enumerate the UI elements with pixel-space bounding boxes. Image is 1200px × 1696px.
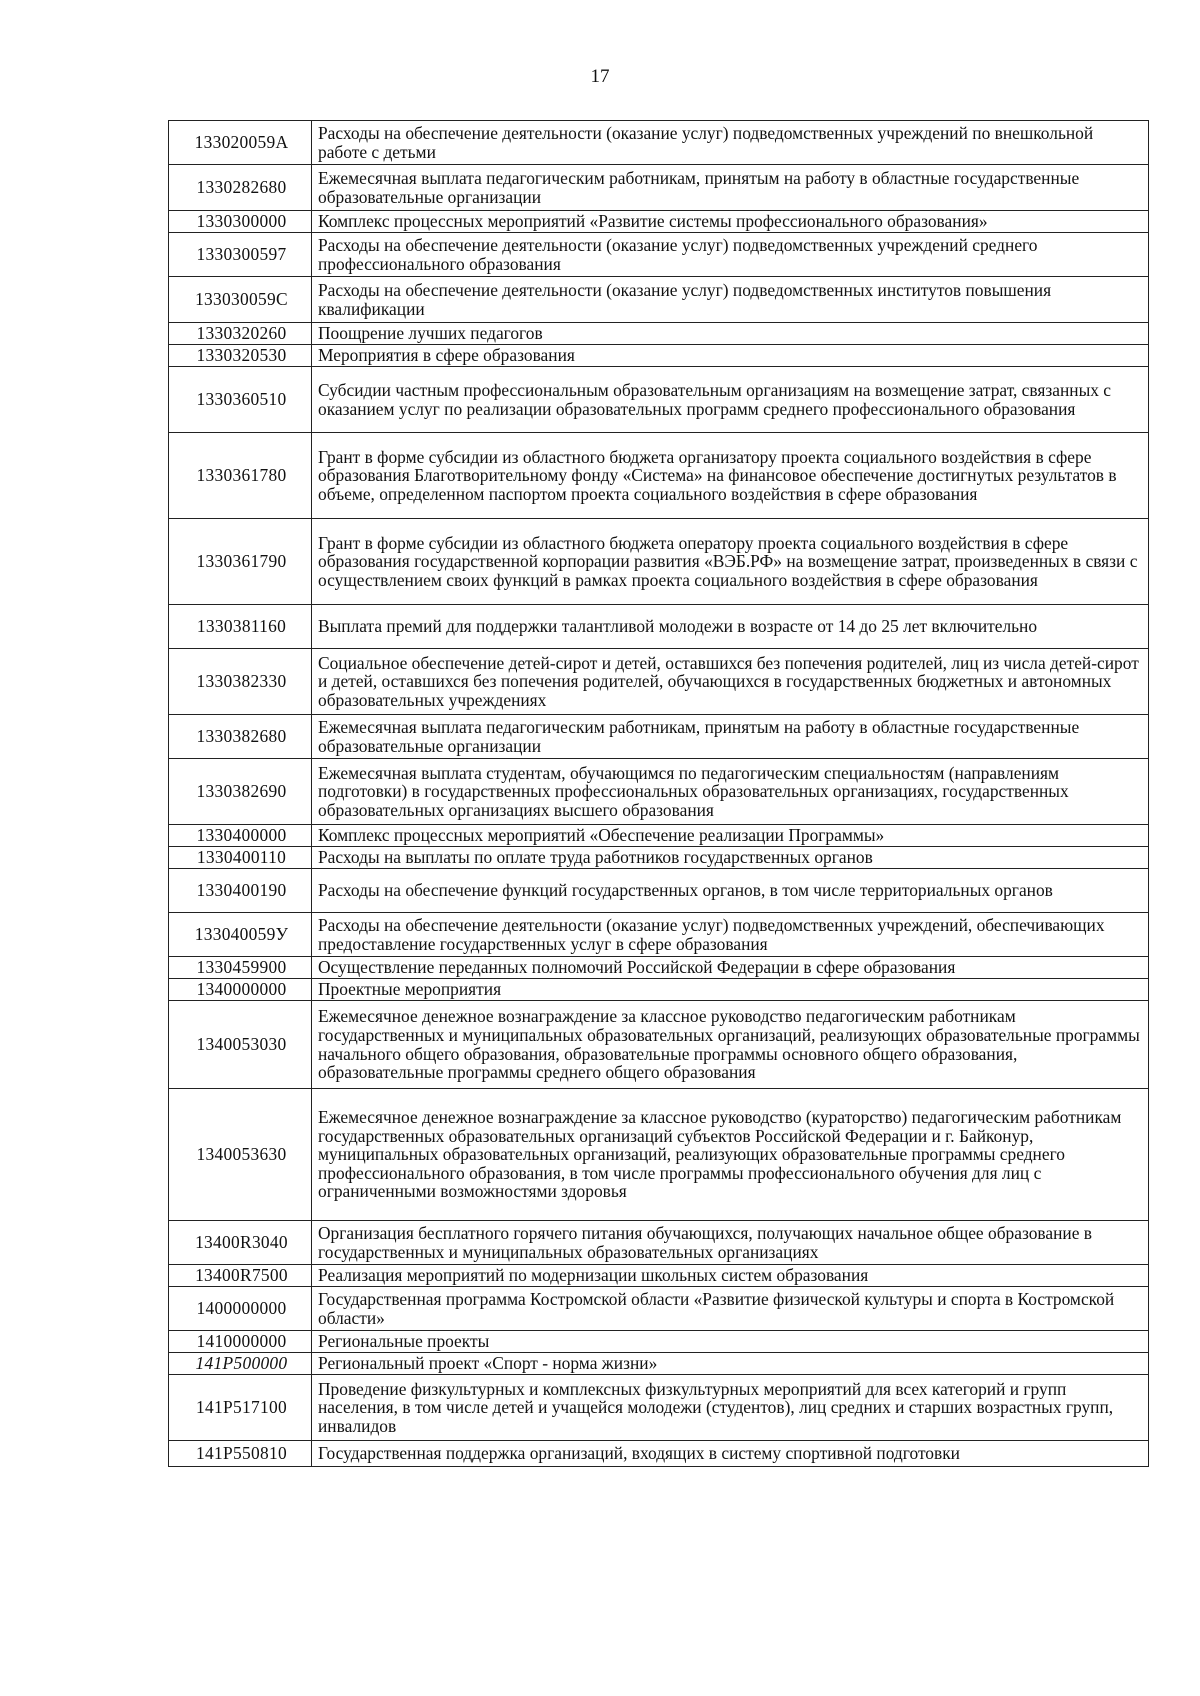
- table-row: [169, 1089, 1149, 1221]
- budget-code-cell: 1330400000: [169, 825, 312, 847]
- expense-description-cell: Государственная программа Костромской области «Развитие физической культуры и спорта в Костромской области»: [312, 1287, 1149, 1331]
- budget-code-cell: 1330320260: [169, 323, 312, 345]
- budget-code-cell: 1330300000: [169, 211, 312, 233]
- budget-code-cell: 141P500000: [169, 1353, 312, 1375]
- expense-description-cell: Поощрение лучших педагогов: [312, 323, 1149, 345]
- table-row: [169, 715, 1149, 759]
- expense-description-cell: Реализация мероприятий по модернизации школьных систем образования: [312, 1265, 1149, 1287]
- budget-code-cell: 1340053030: [169, 1001, 312, 1089]
- table-row: [169, 869, 1149, 913]
- table-row: [169, 121, 1149, 165]
- expense-description-cell: Проектные мероприятия: [312, 979, 1149, 1001]
- expense-description-cell: Расходы на выплаты по оплате труда работников государственных органов: [312, 847, 1149, 869]
- budget-code-cell: 1330382690: [169, 759, 312, 825]
- expense-description-cell: Региональные проекты: [312, 1331, 1149, 1353]
- budget-code-cell: 1400000000: [169, 1287, 312, 1331]
- expense-description-cell: Ежемесячная выплата педагогическим работникам, принятым на работу в областные государственные образовательные организации: [312, 165, 1149, 211]
- budget-code-cell: 1330361780: [169, 433, 312, 519]
- table-row: [169, 759, 1149, 825]
- table-row: [169, 1441, 1149, 1467]
- expense-description-cell: Субсидии частным профессиональным образовательным организациям на возмещение затрат, связанных с оказанием услуг по реализации образовательных программ среднего профессионального образования: [312, 367, 1149, 433]
- table-row: [169, 825, 1149, 847]
- expense-description-cell: Мероприятия в сфере образования: [312, 345, 1149, 367]
- expense-description-cell: Государственная поддержка организаций, входящих в систему спортивной подготовки: [312, 1441, 1149, 1467]
- table-row: [169, 1287, 1149, 1331]
- budget-code-cell: 1330400190: [169, 869, 312, 913]
- expense-description-cell: Выплата премий для поддержки талантливой молодежи в возрасте от 14 до 25 лет включительно: [312, 605, 1149, 649]
- table-row: [169, 1375, 1149, 1441]
- budget-code-cell: 1330282680: [169, 165, 312, 211]
- table-row: [169, 847, 1149, 869]
- budget-code-cell: 1410000000: [169, 1331, 312, 1353]
- table-row: [169, 1221, 1149, 1265]
- budget-code-cell: 133030059С: [169, 277, 312, 323]
- table-row: [169, 433, 1149, 519]
- expense-description-cell: Грант в форме субсидии из областного бюджета организатору проекта социального воздействия в сфере образования Благотворительному фонду «Система» на финансовое обеспечение достигнутых результатов в объеме, определенном паспортом проекта социального воздействия в сфере образования: [312, 433, 1149, 519]
- table-row: [169, 211, 1149, 233]
- table-row: [169, 1265, 1149, 1287]
- budget-code-cell: 141P517100: [169, 1375, 312, 1441]
- budget-code-cell: 1330381160: [169, 605, 312, 649]
- expense-description-cell: Ежемесячная выплата педагогическим работникам, принятым на работу в областные государственные образовательные организации: [312, 715, 1149, 759]
- budget-code-cell: 133020059А: [169, 121, 312, 165]
- expense-description-cell: Комплекс процессных мероприятий «Обеспечение реализации Программы»: [312, 825, 1149, 847]
- expense-description-cell: Расходы на обеспечение деятельности (оказание услуг) подведомственных учреждений, обеспечивающих предоставление государственных услуг в сфере образования: [312, 913, 1149, 957]
- budget-code-cell: 1330360510: [169, 367, 312, 433]
- table-row: [169, 913, 1149, 957]
- budget-code-cell: 133040059У: [169, 913, 312, 957]
- table-row: [169, 519, 1149, 605]
- expense-description-cell: Расходы на обеспечение деятельности (оказание услуг) подведомственных институтов повышения квалификации: [312, 277, 1149, 323]
- budget-code-cell: 13400R7500: [169, 1265, 312, 1287]
- expense-description-cell: Ежемесячное денежное вознаграждение за классное руководство (кураторство) педагогическим работникам государственных образовательных организаций субъектов Российской Федерации и г. Байконур, муниципальных образовательных организаций, реализующих образовательные программы среднего профессионального образования, в том числе программы профессионального обучения для лиц с ограниченными возможностями здоровья: [312, 1089, 1149, 1221]
- expense-description-cell: Ежемесячное денежное вознаграждение за классное руководство педагогическим работникам государственных и муниципальных образовательных организаций, реализующих образовательные программы начального общего образования, образовательные программы основного общего образования, образовательные программы среднего общего образования: [312, 1001, 1149, 1089]
- budget-code-cell: 13400R3040: [169, 1221, 312, 1265]
- expense-description-cell: Осуществление переданных полномочий Российской Федерации в сфере образования: [312, 957, 1149, 979]
- expense-description-cell: Расходы на обеспечение деятельности (оказание услуг) подведомственных учреждений среднего профессионального образования: [312, 233, 1149, 277]
- expense-description-cell: Проведение физкультурных и комплексных физкультурных мероприятий для всех категорий и групп населения, в том числе детей и учащейся молодежи (студентов), лиц средних и старших возрастных групп, инвалидов: [312, 1375, 1149, 1441]
- budget-code-cell: 1340000000: [169, 979, 312, 1001]
- table-row: [169, 957, 1149, 979]
- table-row: [169, 345, 1149, 367]
- expense-description-cell: Комплекс процессных мероприятий «Развитие системы профессионального образования»: [312, 211, 1149, 233]
- budget-code-cell: 1340053630: [169, 1089, 312, 1221]
- expense-description-cell: Социальное обеспечение детей-сирот и детей, оставшихся без попечения родителей, лиц из числа детей-сирот и детей, оставшихся без попечения родителей, обучающихся в государственных бюджетных и автономных образовательных учреждениях: [312, 649, 1149, 715]
- budget-code-cell: 1330382330: [169, 649, 312, 715]
- expense-description-cell: Расходы на обеспечение функций государственных органов, в том числе территориальных органов: [312, 869, 1149, 913]
- table-row: [169, 979, 1149, 1001]
- budget-code-cell: 1330400110: [169, 847, 312, 869]
- table-row: [169, 1331, 1149, 1353]
- table-row: [169, 649, 1149, 715]
- budget-code-cell: 1330382680: [169, 715, 312, 759]
- expense-description-cell: Региональный проект «Спорт - норма жизни»: [312, 1353, 1149, 1375]
- table-row: [169, 233, 1149, 277]
- table-row: [169, 1353, 1149, 1375]
- budget-code-cell: 1330361790: [169, 519, 312, 605]
- budget-code-table: [168, 120, 1149, 1467]
- table-row: [169, 323, 1149, 345]
- table-row: [169, 367, 1149, 433]
- table-row: [169, 277, 1149, 323]
- budget-code-cell: 1330459900: [169, 957, 312, 979]
- table-row: [169, 605, 1149, 649]
- expense-description-cell: Ежемесячная выплата студентам, обучающимся по педагогическим специальностям (направлениям подготовки) в государственных профессиональных образовательных организациях, государственных образовательных организациях высшего образования: [312, 759, 1149, 825]
- budget-code-cell: 141P550810: [169, 1441, 312, 1467]
- budget-code-cell: 1330320530: [169, 345, 312, 367]
- table-row: [169, 1001, 1149, 1089]
- budget-code-cell: 1330300597: [169, 233, 312, 277]
- expense-description-cell: Грант в форме субсидии из областного бюджета оператору проекта социального воздействия в сфере образования государственной корпорации развития «ВЭБ.РФ» на возмещение затрат, произведенных в связи с осуществлением своих функций в рамках проекта социального воздействия в сфере образования: [312, 519, 1149, 605]
- table-row: [169, 165, 1149, 211]
- page-number: 17: [590, 66, 610, 87]
- expense-description-cell: Расходы на обеспечение деятельности (оказание услуг) подведомственных учреждений по внешкольной работе с детьми: [312, 121, 1149, 165]
- expense-description-cell: Организация бесплатного горячего питания обучающихся, получающих начальное общее образование в государственных и муниципальных образовательных организациях: [312, 1221, 1149, 1265]
